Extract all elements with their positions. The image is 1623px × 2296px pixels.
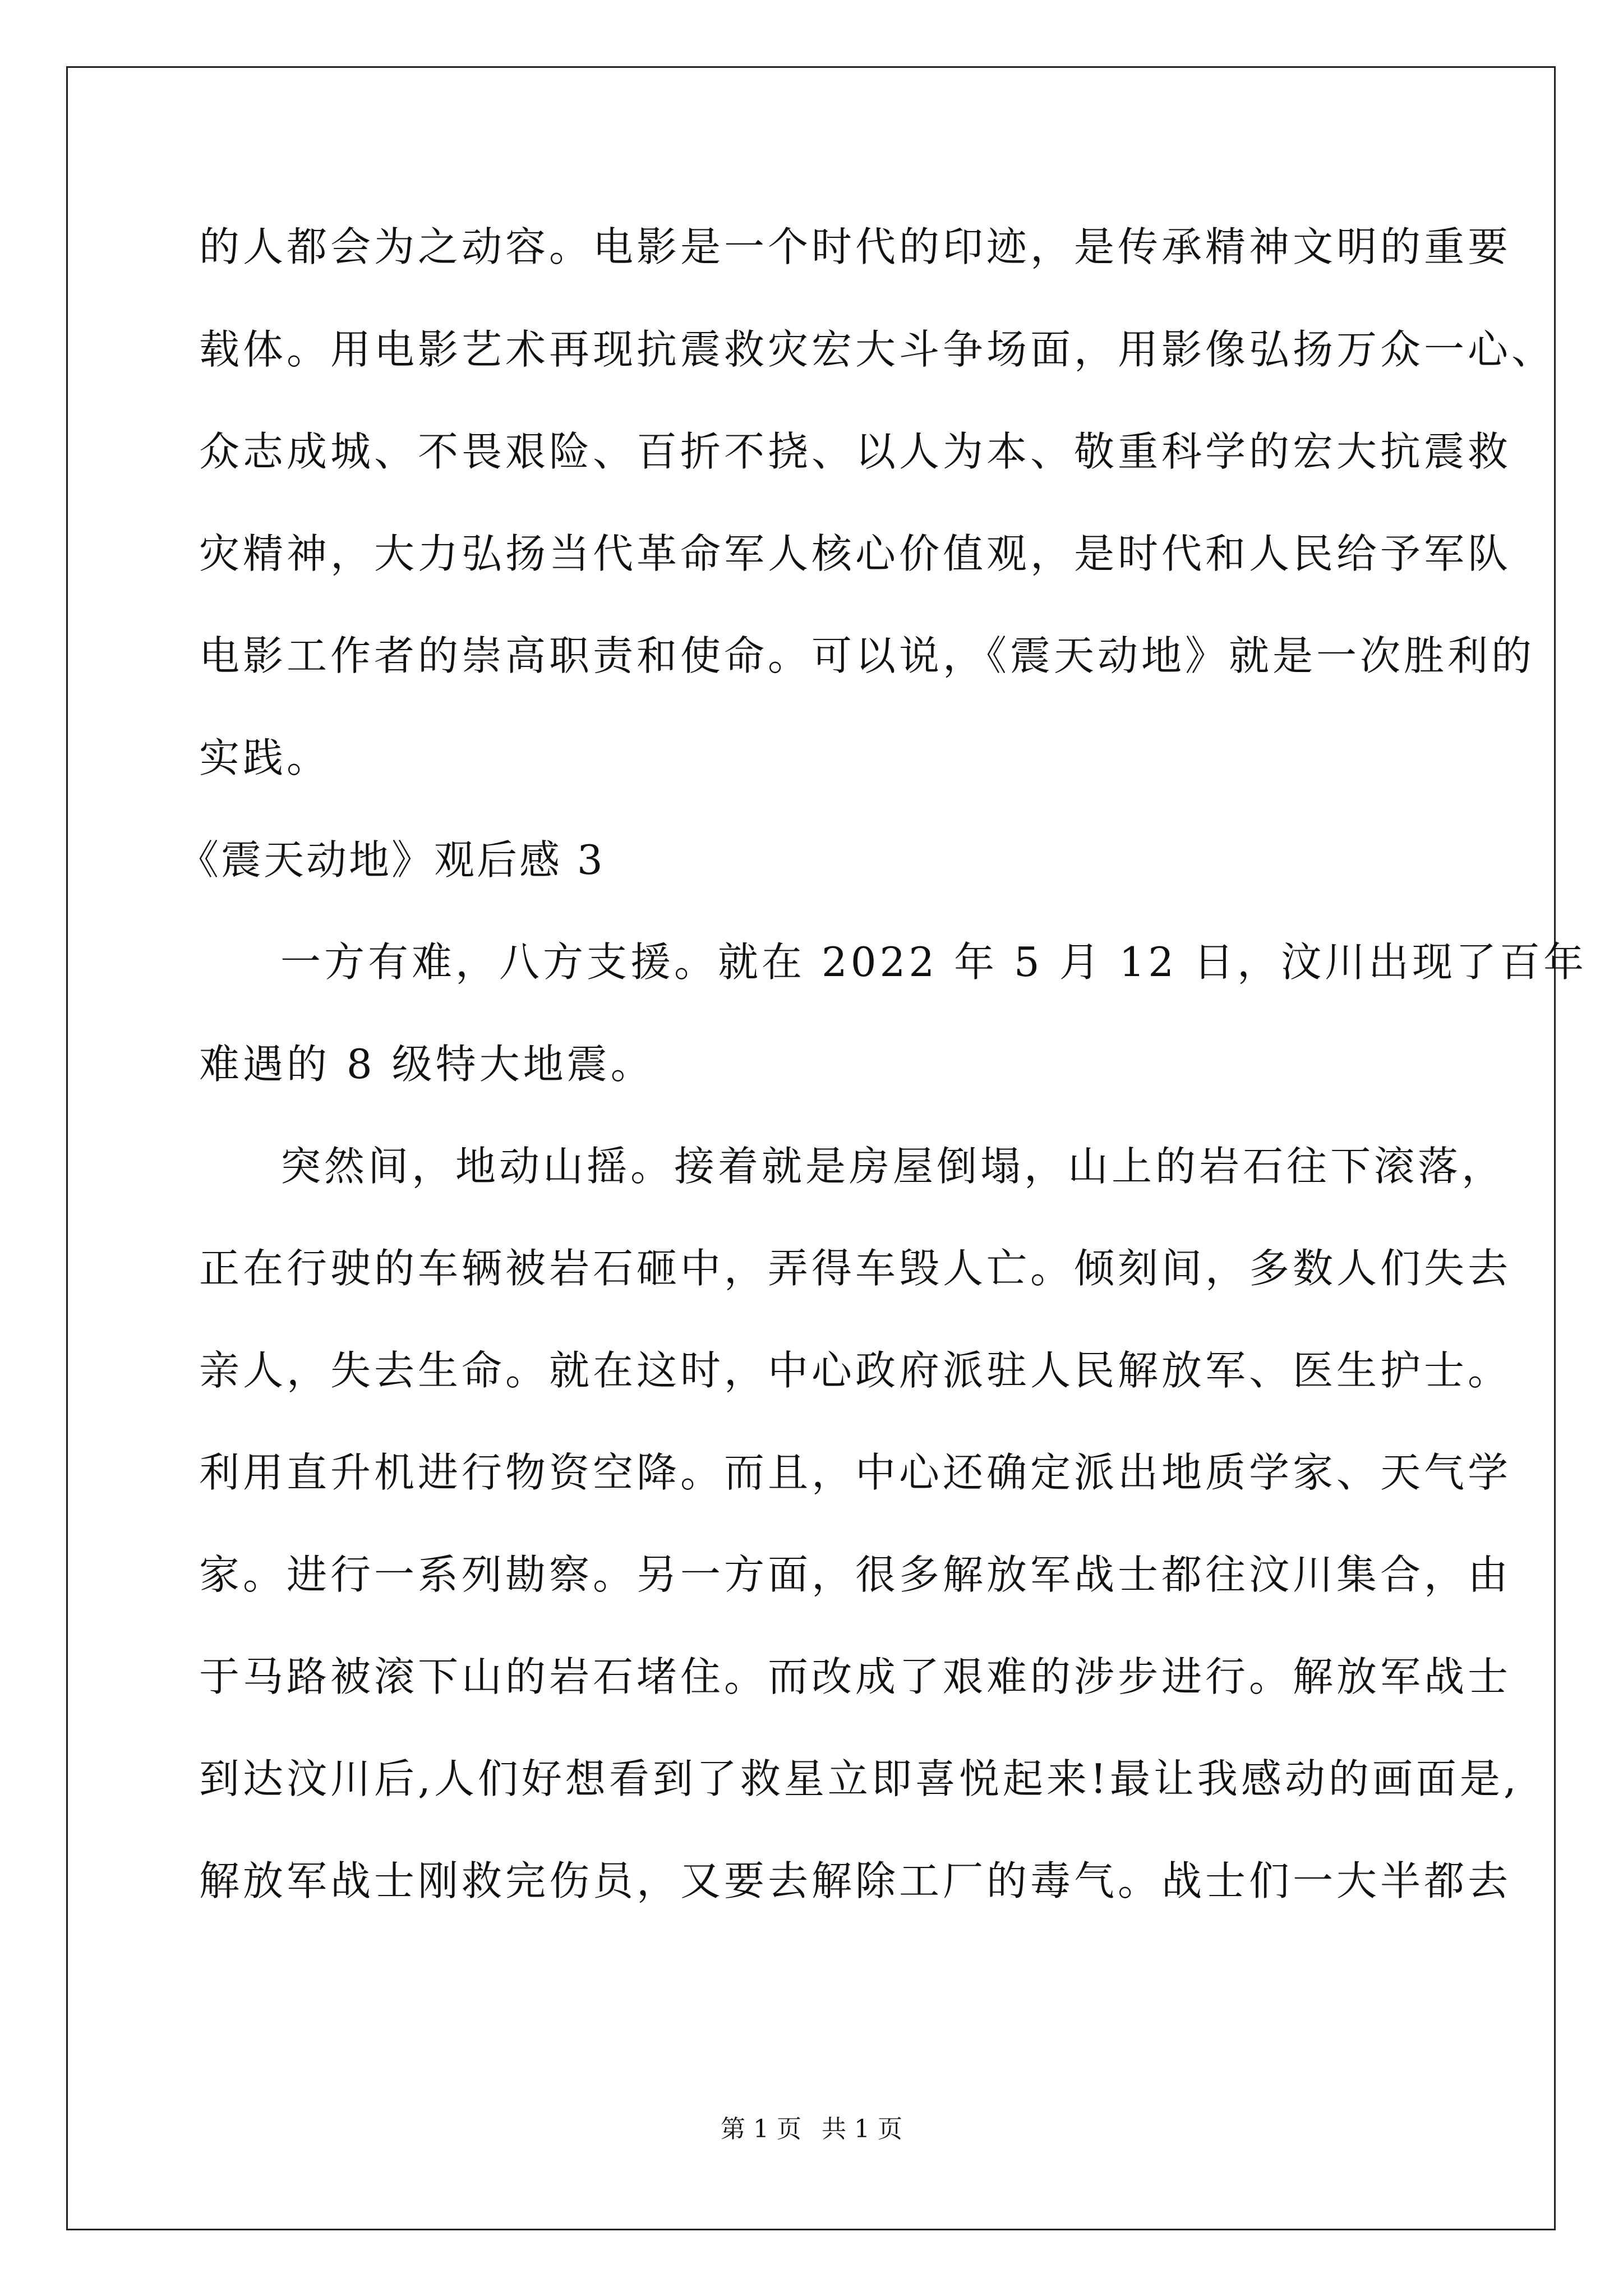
page-footer — [0, 2113, 1623, 2146]
body-line-4: 灾精神，大力弘扬当代革命军人核心价值观，是时代和人民给予军队 — [199, 530, 1512, 577]
paragraph-3-line-3: 亲人，失去生命。就在这时，中心政府派驻人民解放军、医生护士。 — [199, 1347, 1512, 1394]
paragraph-2-line-1: 一方有难，八方支援。就在 2022 年 5 月 12 日，汶川出现了百年 — [280, 938, 1587, 986]
paragraph-3-line-8: 解放军战士刚救完伤员，又要去解除工厂的毒气。战士们一大半都去 — [199, 1857, 1512, 1904]
page-number: 第 1 页 — [721, 2115, 801, 2143]
paragraph-3-line-6: 于马路被滚下山的岩石堵住。而改成了艰难的涉步进行。解放军战士 — [199, 1653, 1512, 1700]
section-heading: 《震天动地》观后感 3 — [178, 836, 605, 884]
body-line-3: 众志成城、不畏艰险、百折不挠、以人为本、敬重科学的宏大抗震救 — [199, 428, 1512, 475]
paragraph-2-line-2: 难遇的 8 级特大地震。 — [199, 1041, 654, 1088]
body-line-1: 的人都会为之动容。电影是一个时代的印迹，是传承精神文明的重要 — [199, 223, 1512, 270]
paragraph-3-line-2: 正在行驶的车辆被岩石砸中，弄得车毁人亡。倾刻间，多数人们失去 — [199, 1245, 1512, 1292]
paragraph-3-line-4: 利用直升机进行物资空降。而且，中心还确定派出地质学家、天气学 — [199, 1449, 1512, 1496]
page-total: 共 1 页 — [822, 2115, 902, 2143]
paragraph-3-line-5: 家。进行一系列勘察。另一方面，很多解放军战士都往汶川集合，由 — [199, 1551, 1512, 1598]
body-line-5: 电影工作者的崇高职责和使命。可以说，《震天动地》就是一次胜利的 — [199, 632, 1536, 679]
body-line-2: 载体。用电影艺术再现抗震救灾宏大斗争场面，用影像弘扬万众一心、 — [199, 326, 1556, 373]
body-line-6: 实践。 — [199, 734, 331, 781]
paragraph-3-line-7: 到达汶川后,人们好想看到了救星立即喜悦起来!最让我感动的画面是, — [199, 1755, 1520, 1802]
paragraph-3-line-1: 突然间，地动山摇。接着就是房屋倒塌，山上的岩石往下滚落， — [280, 1143, 1506, 1190]
